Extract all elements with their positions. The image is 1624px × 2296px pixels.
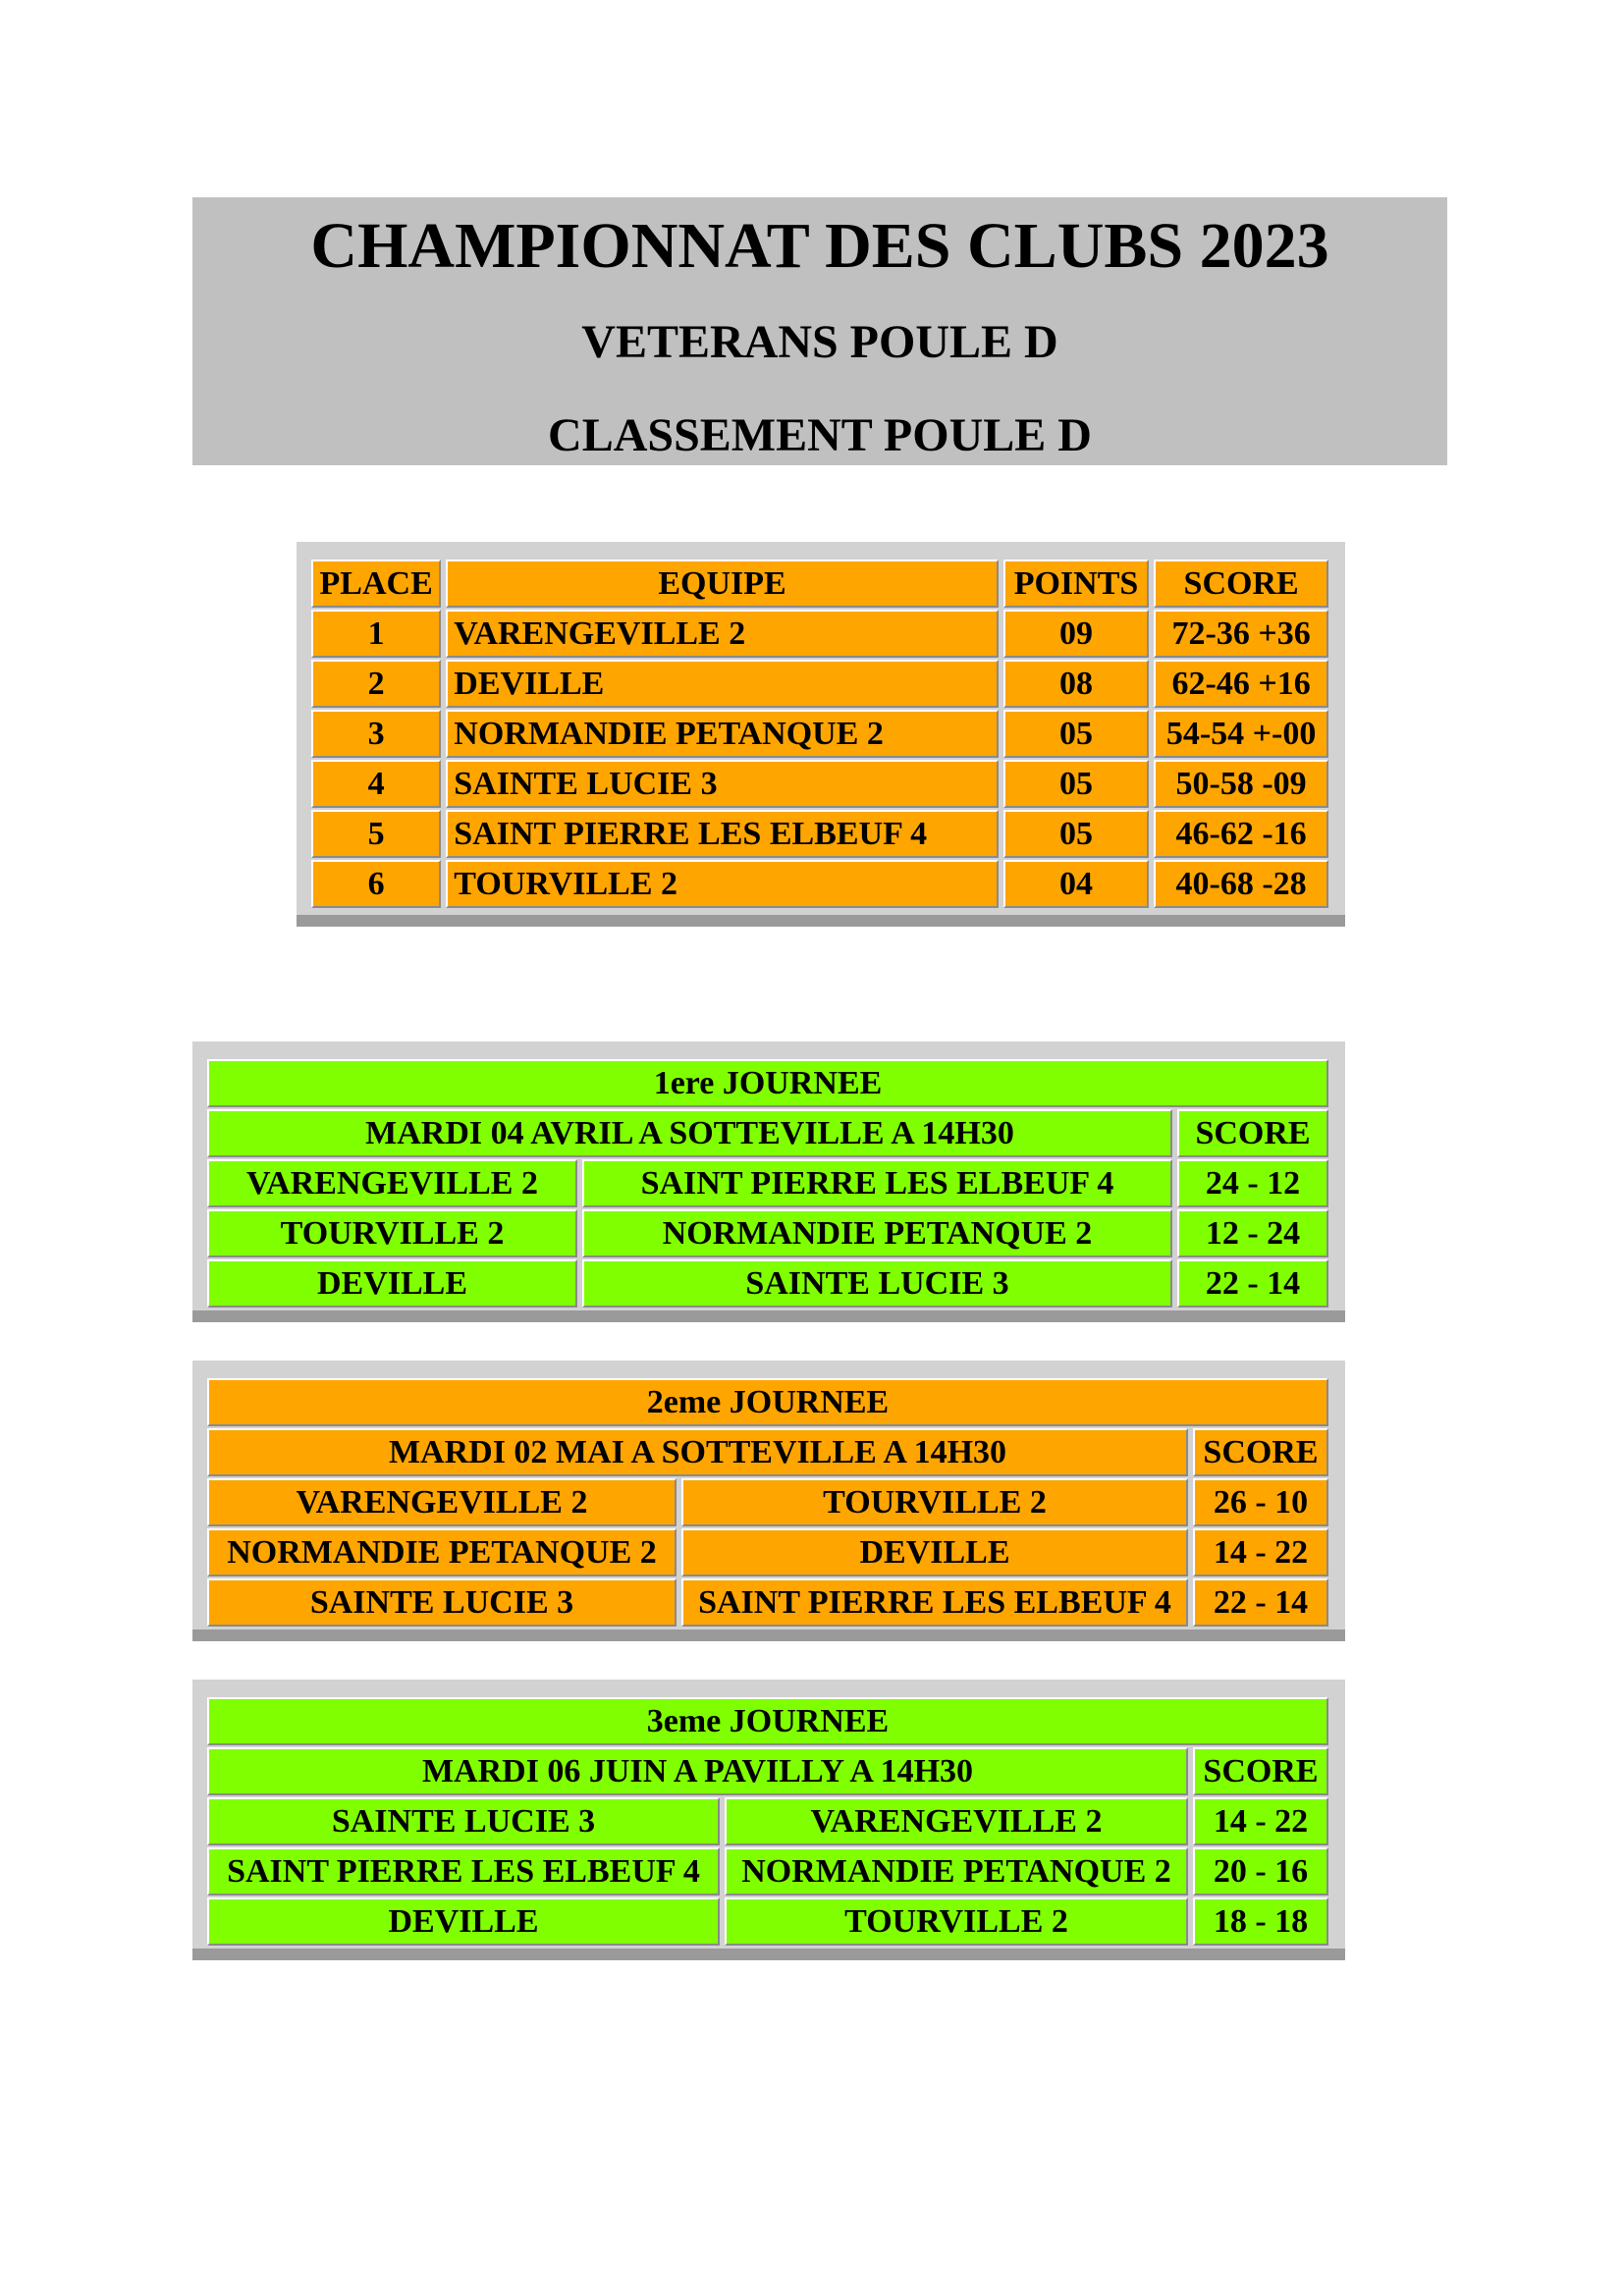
place-cell: 3: [311, 710, 441, 758]
match-row: [207, 1528, 1328, 1576]
match-score: 12 - 24: [1177, 1209, 1328, 1257]
home-team: DEVILLE: [207, 1259, 577, 1308]
page-subtitle: VETERANS POULE D: [581, 316, 1058, 368]
team-cell: VARENGEVILLE 2: [446, 610, 999, 658]
score-header: SCORE: [1193, 1428, 1328, 1476]
standings-panel: [297, 542, 1345, 927]
table-row: [311, 860, 1328, 908]
table-row: [311, 760, 1328, 808]
match-score: 26 - 10: [1193, 1478, 1328, 1526]
points-cell: 05: [1003, 710, 1149, 758]
round-1-table: [202, 1057, 1333, 1309]
round-2-table: [202, 1376, 1333, 1629]
away-team: VARENGEVILLE 2: [725, 1797, 1188, 1845]
away-team: DEVILLE: [681, 1528, 1188, 1576]
column-header-team: EQUIPE: [446, 560, 999, 608]
home-team: SAINT PIERRE LES ELBEUF 4: [207, 1847, 720, 1896]
match-row: [207, 1847, 1328, 1896]
home-team: NORMANDIE PETANQUE 2: [207, 1528, 677, 1576]
round-title-row: [207, 1059, 1328, 1107]
round-title-row: [207, 1378, 1328, 1426]
round-date: MARDI 04 AVRIL A SOTTEVILLE A 14H30: [207, 1109, 1172, 1157]
team-cell: DEVILLE: [446, 660, 999, 708]
panel-shadow: [192, 1310, 1345, 1322]
place-cell: 4: [311, 760, 441, 808]
team-cell: NORMANDIE PETANQUE 2: [446, 710, 999, 758]
away-team: SAINT PIERRE LES ELBEUF 4: [681, 1578, 1188, 1627]
team-cell: TOURVILLE 2: [446, 860, 999, 908]
round-title: 1ere JOURNEE: [207, 1059, 1328, 1107]
round-title: 3eme JOURNEE: [207, 1697, 1328, 1745]
team-cell: SAINT PIERRE LES ELBEUF 4: [446, 810, 999, 858]
place-cell: 1: [311, 610, 441, 658]
home-team: SAINTE LUCIE 3: [207, 1797, 720, 1845]
match-row: [207, 1578, 1328, 1627]
match-score: 20 - 16: [1193, 1847, 1328, 1896]
round-3-panel: [192, 1680, 1345, 1960]
round-date-row: [207, 1428, 1328, 1476]
round-title: 2eme JOURNEE: [207, 1378, 1328, 1426]
place-cell: 5: [311, 810, 441, 858]
place-cell: 2: [311, 660, 441, 708]
table-row: [311, 710, 1328, 758]
match-score: 24 - 12: [1177, 1159, 1328, 1207]
home-team: DEVILLE: [207, 1897, 720, 1946]
panel-shadow: [297, 915, 1345, 927]
round-date: MARDI 06 JUIN A PAVILLY A 14H30: [207, 1747, 1188, 1795]
round-date: MARDI 02 MAI A SOTTEVILLE A 14H30: [207, 1428, 1188, 1476]
home-team: VARENGEVILLE 2: [207, 1478, 677, 1526]
points-cell: 04: [1003, 860, 1149, 908]
panel-shadow: [192, 1949, 1345, 1960]
standings-header-row: [311, 560, 1328, 608]
points-cell: 05: [1003, 810, 1149, 858]
round-date-row: [207, 1747, 1328, 1795]
match-row: [207, 1797, 1328, 1845]
score-cell: 54-54 +-00: [1154, 710, 1328, 758]
away-team: TOURVILLE 2: [725, 1897, 1188, 1946]
points-cell: 09: [1003, 610, 1149, 658]
column-header-score: SCORE: [1154, 560, 1328, 608]
standings-table: [306, 558, 1333, 910]
match-score: 14 - 22: [1193, 1528, 1328, 1576]
table-row: [311, 660, 1328, 708]
column-header-place: PLACE: [311, 560, 441, 608]
score-cell: 72-36 +36: [1154, 610, 1328, 658]
page-title: CHAMPIONNAT DES CLUBS 2023: [310, 210, 1329, 282]
match-score: 14 - 22: [1193, 1797, 1328, 1845]
match-row: [207, 1209, 1328, 1257]
away-team: SAINT PIERRE LES ELBEUF 4: [582, 1159, 1172, 1207]
away-team: TOURVILLE 2: [681, 1478, 1188, 1526]
section-title: CLASSEMENT POULE D: [548, 409, 1092, 461]
match-row: [207, 1259, 1328, 1308]
score-cell: 62-46 +16: [1154, 660, 1328, 708]
match-row: [207, 1478, 1328, 1526]
round-2-panel: [192, 1361, 1345, 1641]
place-cell: 6: [311, 860, 441, 908]
match-score: 22 - 14: [1177, 1259, 1328, 1308]
away-team: NORMANDIE PETANQUE 2: [582, 1209, 1172, 1257]
header-banner: [192, 197, 1447, 465]
match-score: 18 - 18: [1193, 1897, 1328, 1946]
round-title-row: [207, 1697, 1328, 1745]
points-cell: 08: [1003, 660, 1149, 708]
match-row: [207, 1159, 1328, 1207]
match-row: [207, 1897, 1328, 1946]
round-date-row: [207, 1109, 1328, 1157]
table-row: [311, 610, 1328, 658]
score-header: SCORE: [1177, 1109, 1328, 1157]
team-cell: SAINTE LUCIE 3: [446, 760, 999, 808]
round-3-table: [202, 1695, 1333, 1948]
points-cell: 05: [1003, 760, 1149, 808]
round-1-panel: [192, 1041, 1345, 1322]
score-cell: 46-62 -16: [1154, 810, 1328, 858]
match-score: 22 - 14: [1193, 1578, 1328, 1627]
away-team: SAINTE LUCIE 3: [582, 1259, 1172, 1308]
away-team: NORMANDIE PETANQUE 2: [725, 1847, 1188, 1896]
column-header-points: POINTS: [1003, 560, 1149, 608]
home-team: TOURVILLE 2: [207, 1209, 577, 1257]
home-team: SAINTE LUCIE 3: [207, 1578, 677, 1627]
score-header: SCORE: [1193, 1747, 1328, 1795]
panel-shadow: [192, 1629, 1345, 1641]
score-cell: 40-68 -28: [1154, 860, 1328, 908]
score-cell: 50-58 -09: [1154, 760, 1328, 808]
table-row: [311, 810, 1328, 858]
home-team: VARENGEVILLE 2: [207, 1159, 577, 1207]
